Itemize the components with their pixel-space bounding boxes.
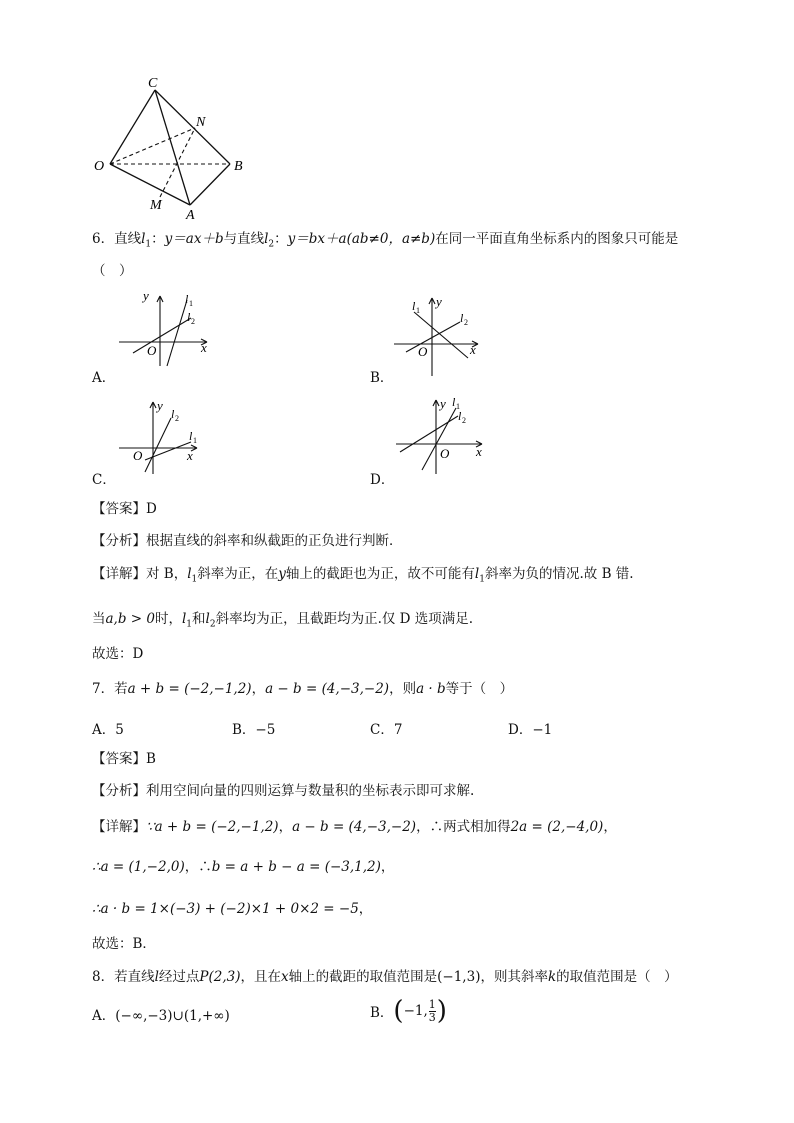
q6-detail-2: 当a,b > 0时，$l_1$和$l_2$斜率均为正，且截距均为正.仅 D 选项满足. [92,611,474,630]
graph-b-l2 [406,322,460,352]
svg-text:2: 2 [175,414,179,423]
label-a: A [186,208,195,222]
graph-d-l1 [422,408,456,470]
svg-text:2: 2 [191,317,195,326]
q6-option-a[interactable]: A． [92,370,116,386]
svg-text:l: l [185,292,189,306]
q8-option-b[interactable]: B． ( −1, 1 3 ) [370,996,447,1026]
q7-stem: 7．若a + b = (−2,−1,2)，a − b = (4,−3,−2)，则a · b等于（ ） [92,681,514,697]
svg-text:2: 2 [464,318,468,327]
q6-option-b[interactable]: B． [370,370,394,386]
q6-graph-b [390,292,485,377]
svg-text:l: l [189,429,193,443]
svg-text:l: l [412,299,416,313]
svg-text:x: x [470,342,476,357]
q7-detail-3: ∴a · b = 1×(−3) + (−2)×1 + 0×2 = −5， [92,901,373,917]
svg-text:O: O [133,448,143,463]
svg-text:y: y [440,396,446,411]
svg-text:O: O [440,446,450,461]
q7-analysis: 【分析】利用空间向量的四则运算与数量积的坐标表示即可求解. [92,783,475,799]
svg-text:l: l [458,409,462,423]
q7-option-b[interactable]: B．−5 [232,722,276,738]
q6-graph-d [392,394,492,476]
svg-text:2: 2 [462,416,466,425]
q7-answer: 【答案】B [92,751,156,767]
svg-text:l: l [460,311,464,325]
tetrahedron-figure [90,72,260,222]
q6-paren: （ ） [92,263,133,279]
svg-text:1: 1 [416,306,420,315]
label-c: C [148,76,158,91]
svg-text:y: y [436,294,442,309]
q8-stem: 8．若直线l经过点P(2,3)，且在x轴上的截距的取值范围是(−1,3)，则其斜率k的取值范围是（ ） [92,969,678,985]
svg-text:x: x [187,448,193,463]
q6-answer: 【答案】D [92,501,157,517]
svg-text:1: 1 [456,402,460,411]
svg-text:y: y [143,288,149,303]
q7-option-d[interactable]: D．−1 [508,722,553,738]
svg-text:y: y [157,398,163,413]
q7-detail-1: 【详解】∵a + b = (−2,−1,2)，a − b = (4,−3,−2)，∴两式相加得2a = (2,−4,0)， [92,819,617,835]
graph-a-l2 [133,318,191,353]
edge-oc [110,90,155,164]
edge-ab [190,164,230,205]
q6-analysis: 【分析】根据直线的斜率和纵截距的正负进行判断． [92,533,403,549]
graph-a-l1 [167,300,187,366]
svg-text:1: 1 [193,436,197,445]
graph-c-l2 [145,418,171,472]
label-m: M [150,198,162,213]
label-b: B [234,159,243,174]
q7-option-a[interactable]: A．5 [92,722,124,738]
q6-choose: 故选：D [92,646,144,662]
svg-text:O: O [147,343,157,358]
q6-option-c[interactable]: C． [92,472,116,488]
svg-text:x: x [201,340,207,355]
svg-text:l: l [452,395,456,409]
q8-option-a[interactable]: A．(−∞,−3)∪(1,+∞) [92,1008,230,1024]
q7-detail-2: ∴a = (1,−2,0)，∴b = a + b − a = (−3,1,2)， [92,859,395,875]
q6-graph-a [115,288,215,368]
q7-option-c[interactable]: C．7 [370,722,403,738]
q6-option-d[interactable]: D． [370,472,395,488]
q6-graph-c [115,396,210,476]
segment-mn [160,128,195,197]
q6-detail-1: 【详解】对 B，$l_1$斜率为正，在y轴上的截距也为正，故不可能有$l_1$斜率为负的情况.故 B 错. [92,566,634,585]
label-o: O [94,159,105,174]
q7-choose: 故选：B． [92,936,156,952]
svg-text:l: l [187,310,191,324]
segment-on [110,128,195,164]
q6-stem: 6．直线$l_1$：y＝ax＋b与直线$l_2$：y＝bx＋a(ab≠0，a≠b)在同一平面直角坐标系内的图象只可能是 [92,231,679,250]
svg-text:1: 1 [189,299,193,308]
svg-text:l: l [171,407,175,421]
label-n: N [196,115,206,130]
svg-text:x: x [476,444,482,459]
svg-text:O: O [418,344,428,359]
